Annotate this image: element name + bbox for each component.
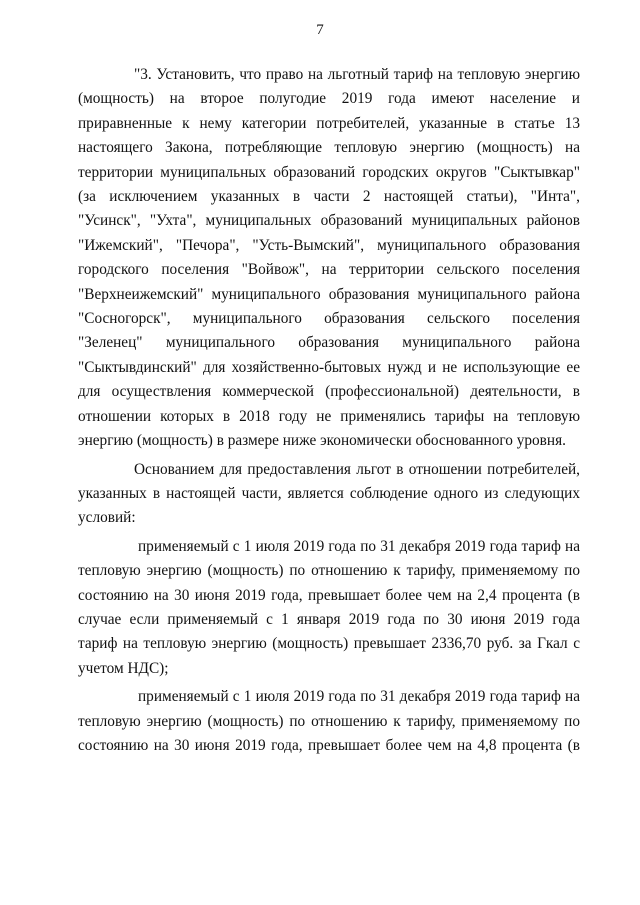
paragraph [78,458,580,531]
text-line: (мощность) на второе полугодие 2019 года имеют население и [78,90,580,108]
text-line: состоянию на 30 июня 2019 года, превышает более чем на 4,8 процента (в [78,736,580,754]
document-body [78,63,580,758]
text-line: приравненные к нему категории потребителей, указанные в статье 13 [78,114,580,132]
text-line: энергию (мощность) в размере ниже экономически обоснованного уровня. [78,432,566,450]
text-line: "Сосногорск", муниципального образования сельского поселения [78,310,580,328]
text-line: "Верхнеижемский" муниципального образования муниципального района [78,285,580,303]
text-line: применяемый с 1 июля 2019 года по 31 декабря 2019 года тариф на [138,537,580,555]
text-line: "Сыктывдинский" для хозяйственно-бытовых нужд и не использующие ее [78,358,580,376]
text-line: состоянию на 30 июня 2019 года, превышает более чем на 2,4 процента (в [78,586,580,604]
text-line: указанных в настоящей части, является соблюдение одного из следующих [78,484,580,502]
text-line: городского поселения "Войвож", на территории сельского поселения [78,261,580,279]
page-number: 7 [316,22,324,38]
text-line: настоящего Закона, потребляющие тепловую энергию (мощность) на [78,139,580,157]
text-line: тариф на тепловую энергию (мощность) превышает 2336,70 руб. за Гкал с [78,635,580,653]
text-line: для осуществления коммерческой (профессиональной) деятельности, в [78,383,580,401]
text-line: тепловую энергию (мощность) по отношению к тарифу, применяемому по [78,562,580,580]
paragraph [78,535,580,681]
text-line: учетом НДС); [78,659,169,677]
paragraph [78,63,580,454]
text-line: "Зеленец" муниципального образования муниципального района [78,334,580,352]
text-line: (за исключением указанных в части 2 настоящей статьи), "Инта", [78,188,580,206]
paragraph [78,685,580,758]
text-line: территории муниципальных образований городских округов "Сыктывкар" [78,163,580,181]
text-line: случае если применяемый с 1 января 2019 года по 30 июня 2019 года [78,610,580,628]
text-line: Основанием для предоставления льгот в отношении потребителей, [134,460,580,478]
text-line: применяемый с 1 июля 2019 года по 31 декабря 2019 года тариф на [138,688,580,706]
text-line: "3. Установить, что право на льготный тариф на тепловую энергию [134,66,580,83]
text-line: "Усинск", "Ухта", муниципальных образований муниципальных районов [78,212,580,230]
text-line: тепловую энергию (мощность) по отношению к тарифу, применяемому по [78,712,580,730]
text-line: условий: [78,509,136,527]
text-line: отношении которых в 2018 году не применялись тарифы на тепловую [78,407,580,425]
text-line: "Ижемский", "Печора", "Усть-Вымский", муниципального образования [78,236,580,254]
